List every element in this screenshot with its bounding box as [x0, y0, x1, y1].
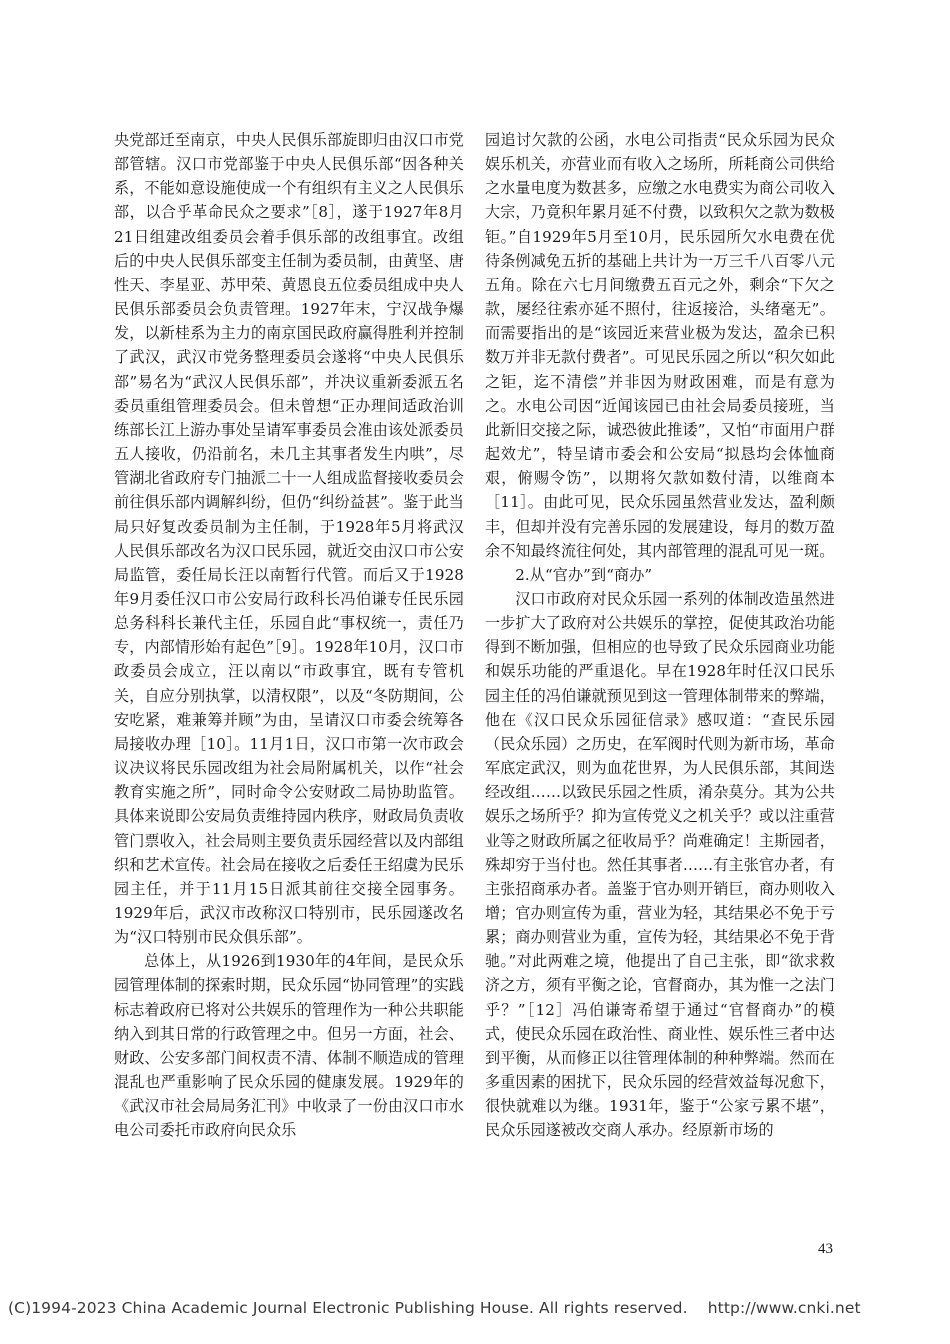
- section-heading: 2.从“官办”到“商办”: [515, 565, 653, 584]
- right-paragraph-2: 汉口市政府对民众乐园一系列的体制改造虽然进一步扩大了政府对公共娱乐的掌控，促使其政治功能得到不断加强，但相应的也导致了民众乐园商业功能和娱乐功能的严重退化。早在1928年时任汉口民乐园主任的冯伯谦就预见到这一管理体制带来的弊端，他在《汉口民众乐园征信录》感叹道：“查民乐园（民众乐园）之历史，在军阀时代则为新市场，革命军底定武汉，则为血花世界，为人民俱乐部，其间迭经改组……以致民乐园之性质，淆杂莫分。其为公共娱乐之场所乎？抑为宣传党义之机关乎？或以注重营业等之财政所属之征收局乎？尚难确定！主斯园者，殊却穷于当付也。然任其事者……有主张官办者，有主张招商承办者。盖鉴于官办则开销巨，商办则收入增；官办则宣传为重，营业为轻，其结果必不免于亏累；商办则营业为重，宣传为轻，其结果必不免于背驰。”对此两难之境，他提出了自己主张，即“欲求救济之方，须有平衡之论，官督商办，其为惟一之法门乎？”［12］冯伯谦寄希望于通过“官督商办”的模式，使民众乐园在政治性、商业性、娱乐性三者中达到平衡，从而修正以往管理体制的种种弊端。然而在多重因素的困扰下，民众乐园的经营效益每况愈下，很快就难以为继。1931年，鉴于“公家亏累不堪”，民众乐园遂被改交商人承办。经原新市场的: [485, 589, 835, 1140]
- page-number: 43: [818, 1241, 833, 1257]
- right-paragraph-1: 园追讨欠款的公函，水电公司指责“民众乐园为民众娱乐机关，亦营业而有收入之场所，所耗商公司供给之水量电度为数甚多，应缴之水电费实为商公司收入大宗，乃竟积年累月延不付费，以致积欠之款为数极钜。”自1929年5月至10月，民乐园所欠水电费在优待条例减免五折的基础上共计为一万三千八百零八元五角。除在六七月间缴费五百元之外，剩余“下欠之款，屡经往索亦延不照付，往返接洽，头绪毫无”。而需要指出的是“该园近来营业极为发达，盈余已积数万并非无款付费者”。可见民乐园之所以“积欠如此之钜，迄不清偿”并非因为财政困难，而是有意为之。水电公司因“近闻该园已由社会局委员接班，当此新旧交接之际，诚恐彼此推诿”，又怕“市面用户群起效尤”，特呈请市委会和公安局“拟恳均会体恤商艰，俯赐令饬”，以期将欠款如数付清，以维商本［11］。由此可见，民众乐园虽然营业发达，盈利颇丰，但却并没有完善乐园的发展建设，每月的数万盈余不知最终流往何处，其内部管理的混乱可见一斑。: [485, 131, 835, 560]
- left-paragraph-2: 总体上，从1926到1930年的4年间，是民众乐园管理体制的探索时期，民众乐园“协同管理”的实践标志着政府已将对公共娱乐的管理作为一种公共职能纳入到其日常的行政管理之中。但另一方面，社会、财政、公安多部门间权责不清、体制不顺造成的管理混乱也严重影响了民众乐园的健康发展。1929年的《武汉市社会局局务汇刊》中收录了一份由汉口市水电公司委托市政府向民众乐: [114, 952, 464, 1140]
- right-column: [485, 128, 835, 1143]
- copyright-footer: (C)1994-2023 China Academic Journal Electronic Publishing House. All rights reserved. http://www.cnki.net: [8, 1299, 861, 1317]
- left-column: [114, 128, 464, 1143]
- left-paragraph-1: 央党部迁至南京，中央人民俱乐部旋即归由汉口市党部管辖。汉口市党部鉴于中央人民俱乐部“因各种关系，不能如意设施使成一个有组织有主义之人民俱乐部，以合乎革命民众之要求”［8］，遂于1927年8月21日组建改组委员会着手俱乐部的改组事宜。改组后的中央人民俱乐部变主任制为委员制，由黄坚、唐性天、李星亚、苏甲荣、黄恩良五位委员组成中央人民俱乐部委员会负责管理。1927年末，宁汉战争爆发，以新桂系为主力的南京国民政府赢得胜利并控制了武汉，武汉市党务整理委员会遂将“中央人民俱乐部”易名为“武汉人民俱乐部”，并决议重新委派五名委员重组管理委员会。但未曾想“正办理间适政治训练部长江上游办事处呈请军事委员会准由该处派委员五人接收，仍沿前名，未几主其事者发生内哄”，尽管湖北省政府专门抽派二十一人组成监督接收委员会前往俱乐部内调解纠纷，但仍“纠纷益甚”。鉴于此当局只好复改委员制为主任制，于1928年5月将武汉人民俱乐部改名为汉口民乐园，就近交由汉口市公安局监管，委任局长汪以南暂行代管。而后又于1928年9月委任汉口市公安局行政科长冯伯谦专任民乐园总务科科长兼代主任，乐园自此“事权统一，责任乃专，内部情形始有起色”［9］。1928年10月，汉口市政委员会成立，汪以南以“市政事宜，既有专管机关，自应分别执掌，以清权限”，以及“冬防期间，公安吃紧，难兼筹并顾”为由，呈请汉口市委会统筹各局接收办理［10］。11月1日，汉口市第一次市政会议决议将民乐园改组为社会局附属机关，以作“社会教育实施之所”，同时命令公安财政二局协助监管。具体来说即公安局负责维持园内秩序，财政局负责收管门票收入，社会局则主要负责乐园经营以及内部组织和艺术宣传。社会局在接收之后委任王绍虞为民乐园主任，并于11月15日派其前往交接全园事务。1929年后，武汉市改称汉口特别市，民乐园遂改名为“汉口特别市民众俱乐部”。: [114, 131, 464, 947]
